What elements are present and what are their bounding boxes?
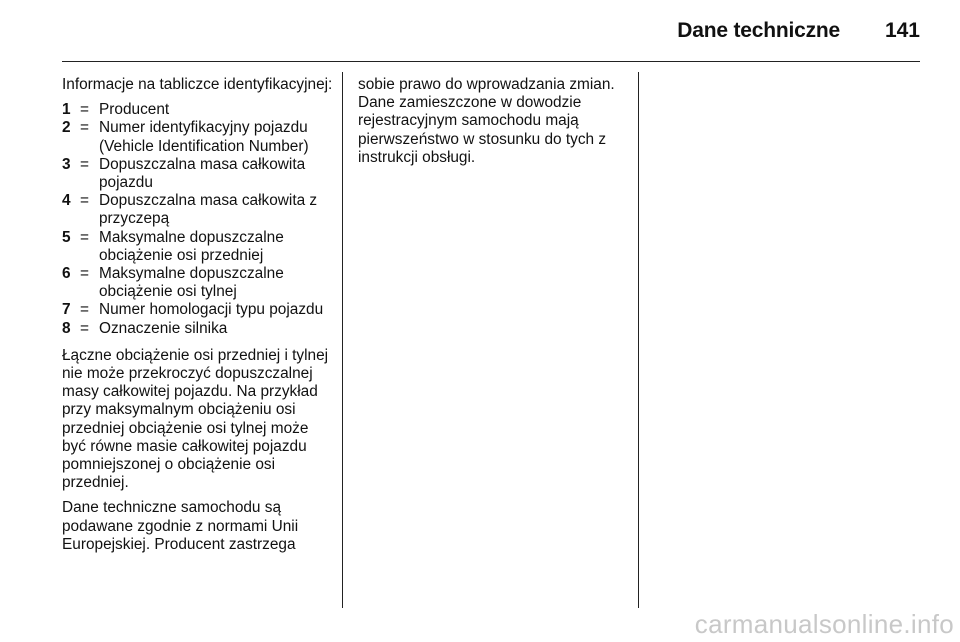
list-item: [62, 229, 334, 265]
registration-paragraph: sobie prawo do wprowadzania zmian. Dane zamieszczone w dowodzie rejestracyjnym samochodu mają pierwszeństwo w stosunku do tych z instrukcji obsługi.: [358, 76, 615, 166]
column-divider-left: [342, 72, 343, 608]
item-equals: =: [80, 265, 89, 283]
item-equals: =: [80, 101, 89, 119]
item-number: 6: [62, 265, 71, 283]
plate-intro: Informacje na tabliczce identyfikacyjnej:: [62, 76, 333, 93]
item-equals: =: [80, 192, 89, 210]
watermark: carmanualsonline.info: [694, 609, 954, 639]
item-text: Numer homologacji typu pojazdu: [99, 301, 324, 319]
item-equals: =: [80, 319, 89, 337]
item-number: 5: [62, 228, 71, 246]
item-equals: =: [80, 228, 89, 246]
list-item: [62, 192, 334, 228]
axle-load-paragraph: Łączne obciążenie osi przedniej i tylnej nie może przekroczyć dopuszczalnej masy całkowitej pojazdu. Na przykład przy maksymalnym obciążeniu osi przedniej obciążenie osi tylnej może być równe masie całkowitej pojazdu pomniejszonej o obciążenie osi przedniej.: [62, 346, 329, 492]
item-text: Oznaczenie silnika: [99, 319, 228, 337]
item-text: Numer identyfikacyjny pojazdu (Vehicle Identification Number): [99, 119, 309, 155]
item-number: 4: [62, 192, 71, 210]
list-item: [62, 265, 334, 301]
list-item: [62, 156, 334, 192]
list-item: [62, 101, 334, 119]
list-item: [62, 320, 334, 338]
item-equals: =: [80, 119, 89, 137]
item-equals: =: [80, 155, 89, 173]
left-column: [62, 76, 334, 561]
list-item: [62, 301, 334, 319]
item-number: 7: [62, 301, 71, 319]
item-number: 8: [62, 319, 71, 337]
item-text: Dopuszczalna masa całkowita pojazdu: [99, 155, 306, 192]
item-text: Maksymalne dopuszczalne obciążenie osi przedniej: [99, 228, 284, 264]
page-title: Dane techniczne: [677, 19, 840, 42]
eu-norms-paragraph: Dane techniczne samochodu są podawane zgodnie z normami Unii Europejskiej. Producent zastrzega: [62, 499, 299, 553]
item-text: Producent: [99, 101, 170, 119]
plate-legend-list: [62, 101, 334, 338]
item-number: 2: [62, 119, 71, 137]
page-number: 141: [884, 19, 920, 42]
item-equals: =: [80, 301, 89, 319]
column-divider-right: [638, 72, 639, 608]
list-item: [62, 119, 334, 155]
item-number: 1: [62, 101, 71, 119]
item-number: 3: [62, 155, 71, 173]
middle-column: [358, 76, 632, 174]
item-text: Maksymalne dopuszczalne obciążenie osi tylnej: [99, 265, 284, 301]
page-header: [62, 0, 920, 62]
item-text: Dopuszczalna masa całkowita z przyczepą: [99, 192, 318, 228]
